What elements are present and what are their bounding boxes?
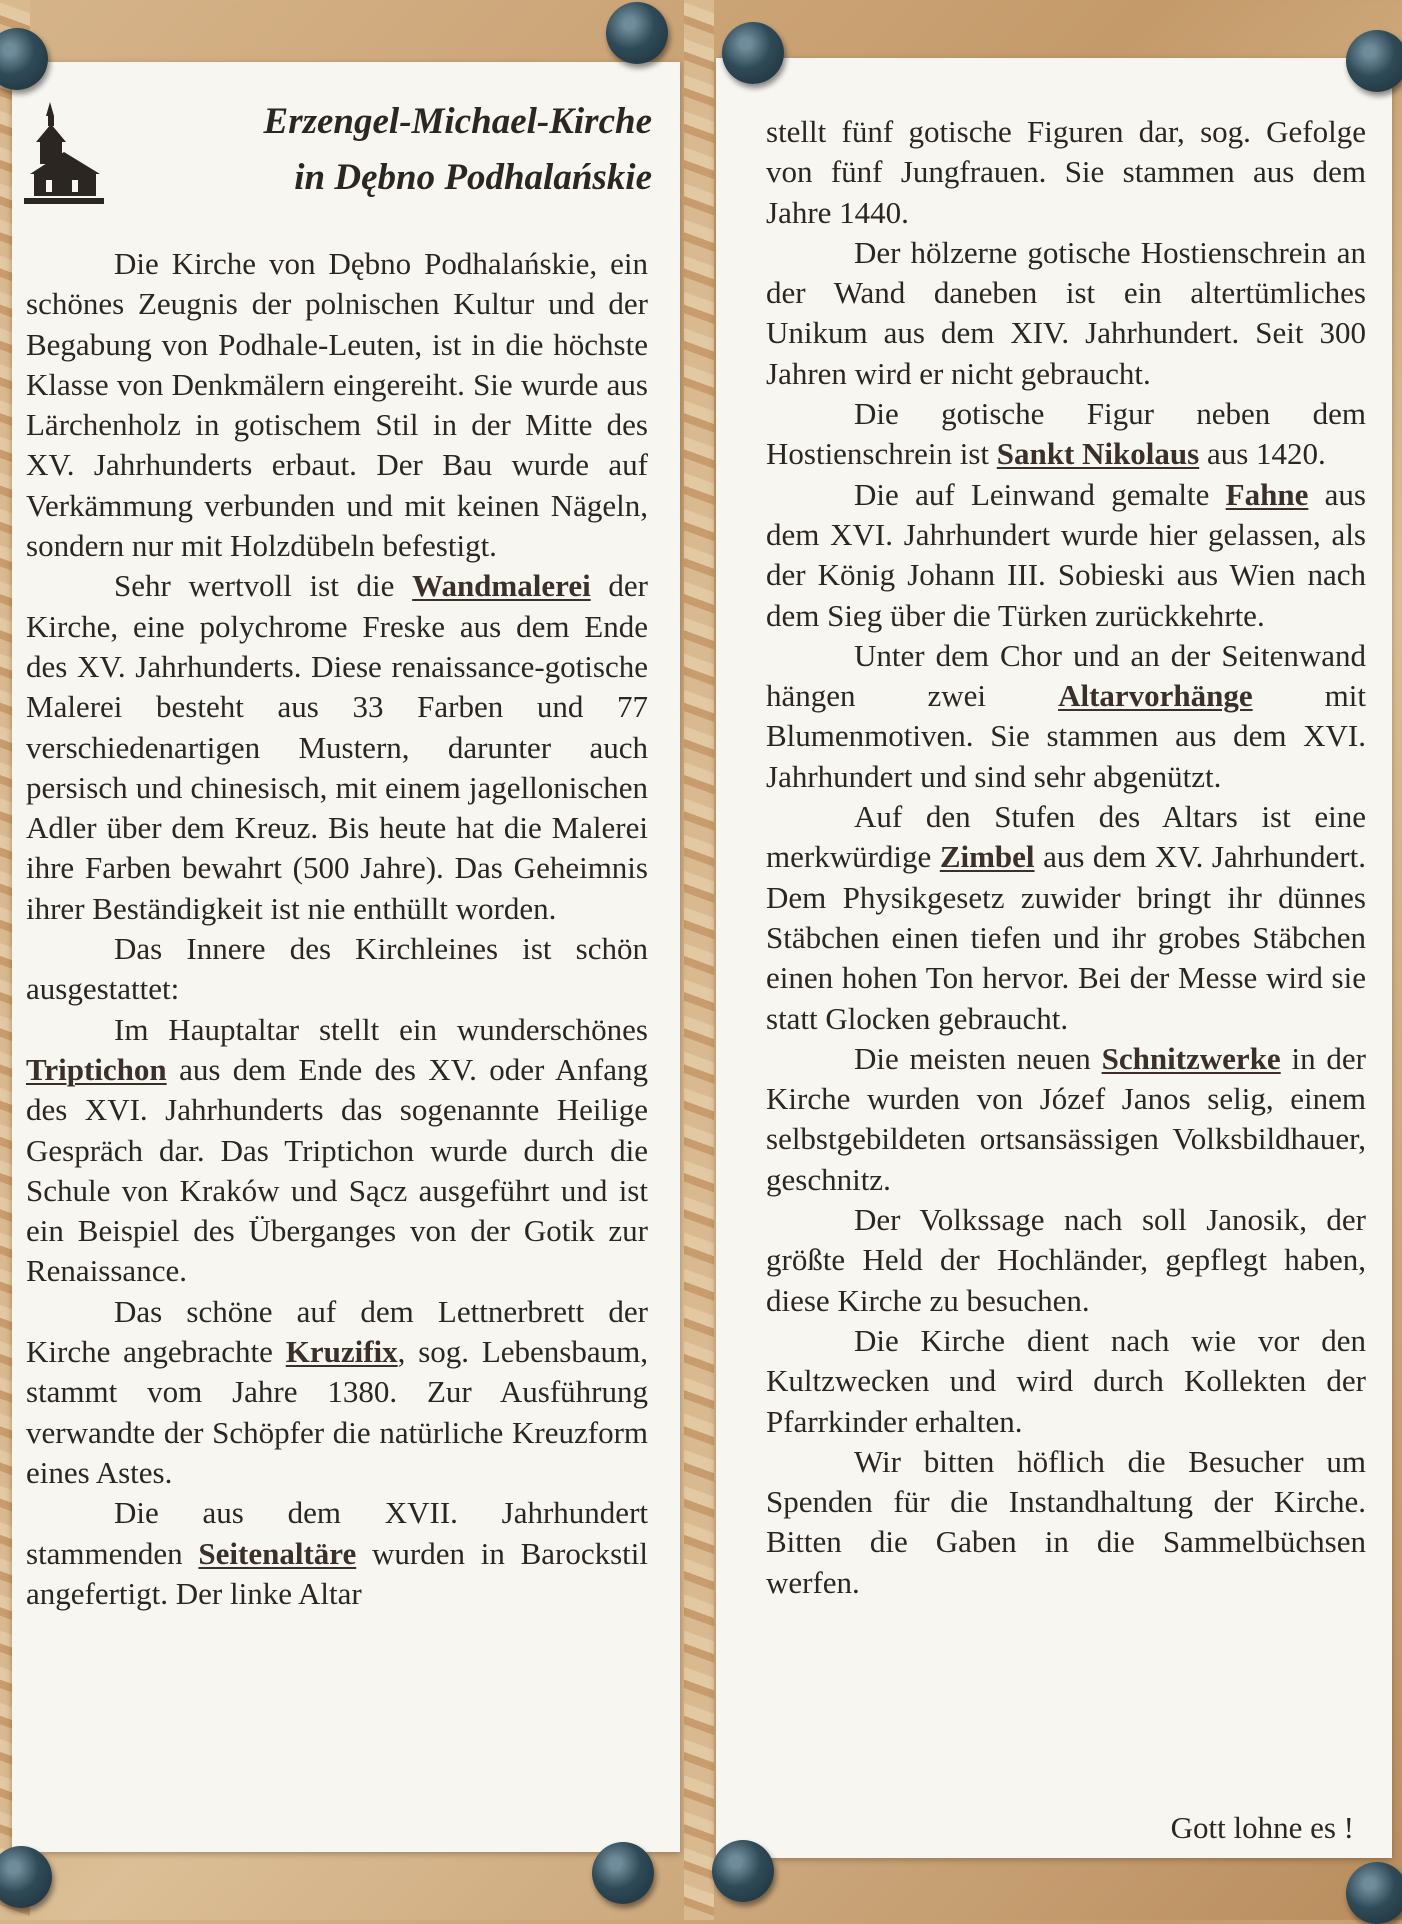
title-line-1: Erzengel-Michael-Kirche [263,101,652,142]
text-run: aus dem XVI. Jahrhundert wurde hier gelassen, als der König Johann III. Sobieski aus Wien nach dem Sieg über die Türken zurückkehrte. [766,476,1366,633]
pushpin-icon [0,1846,52,1908]
text-run: aus dem XV. Jahrhundert. Dem Physikgesetz zuwider bringt ihr dünnes Stäbchen einen tiefen und ihr grobes Stäbchen einen hohen Ton hervor. Bei der Messe wird sie statt Glocken gebraucht. [766,839,1366,1036]
paragraph [26,1292,648,1493]
highlight-term: Fahne [1225,476,1309,512]
paragraph: Wir bitten höflich die Besucher um Spenden für die Instandhaltung der Kirche. Bitten die Gaben in die Sammelbüchsen werfen. [766,1443,1366,1600]
highlight-term: Sankt Nikolaus [996,436,1200,472]
paragraph: stellt fünf gotische Figuren dar, sog. Gefolge von fünf Jungfrauen. Sie stammen aus dem Jahre 1440. [766,114,1366,230]
text-run: wurden in Barockstil angefertigt. Der linke Altar [26,1535,648,1611]
text-run: Unter dem Chor und an der Seitenwand hängen zwei [766,637,1366,714]
page-title [132,94,652,206]
right-text-column [766,112,1366,1603]
paragraph [766,797,1366,1039]
highlight-term: Altarvorhänge [1058,678,1253,714]
pushpin-icon [606,2,668,64]
text-run: Die auf Leinwand gemalte [854,476,1226,512]
text-run: aus 1420. [1199,436,1326,472]
pushpin-icon [1346,1862,1402,1924]
text-run: in der Kirche wurden von Józef Janos selig, einem selbstgebildeten ortsansässigen Volksbildhauer, geschnitz. [766,1040,1366,1197]
paragraph [766,475,1366,636]
highlight-term: Seitenaltäre [198,1535,357,1571]
highlight-term: Triptichon [26,1051,167,1087]
text-run: der Kirche, eine polychrome Freske aus dem Ende des XV. Jahrhunderts. Diese renaissance-gotische Malerei besteht aus 33 Farben und 77 verschiedenartigen Mustern, darunter auch persisch und chinesisch, mit einem jagellonischen Adler über dem Kreuz. Bis heute hat die Malerei ihre Farben bewahrt (500 Jahre). Das Geheimnis ihrer Beständigkeit ist nie enthüllt worden. [26,568,648,926]
text-run: Im Hauptaltar stellt ein wunderschönes [114,1011,648,1047]
title-line-2: in Dębno Podhalańskie [294,157,652,198]
paragraph [766,1039,1366,1200]
paragraph [766,394,1366,475]
text-run: , sog. Lebensbaum, stammt vom Jahre 1380. Zur Ausführung verwandte der Schöpfer die natürliche Kreuzform eines Astes. [26,1334,648,1490]
pushpin-icon [1346,30,1402,92]
pushpin-icon [722,22,784,84]
text-run: Die aus dem XVII. Jahrhundert stammenden [26,1495,648,1571]
text-run: Sehr wertvoll ist die [114,568,413,604]
closing-line: Gott lohne es ! [1170,1810,1354,1845]
highlight-term: Schnitzwerke [1101,1040,1281,1076]
paragraph [26,1493,648,1614]
pushpin-icon [592,1842,654,1904]
cork-board-divider [684,0,714,1920]
notice-sheet-left [12,62,680,1852]
text-run: Das schöne auf dem Lettnerbrett der Kirche angebrachte [26,1293,648,1370]
left-text-column [26,244,648,1614]
paragraph: Die Kirche von Dębno Podhalańskie, ein schönes Zeugnis der polnischen Kultur und der Begabung von Podhale-Leuten, ist in die höchste Klasse von Denkmälern eingereiht. Sie wurde aus Lärchenholz in gotischem Stil in der Mitte des XV. Jahrhunderts erbaut. Der Bau wurde auf Verkämmung verbunden und mit keinen Nägeln, sondern nur mit Holzdübeln befestigt. [26,246,648,564]
paragraph [26,566,648,929]
paragraph: Das Innere des Kirchleines ist schön ausgestattet: [26,931,648,1007]
text-run: Die gotische Figur neben dem Hostienschrein ist [766,396,1366,472]
paragraph: Die Kirche dient nach wie vor den Kultzwecken und wird durch Kollekten der Pfarrkinder erhalten. [766,1322,1366,1439]
paragraph [766,636,1366,797]
notice-sheet-right [716,58,1392,1858]
text-run: Auf den Stufen des Altars ist eine merkwürdige [766,799,1366,875]
paragraph [26,1010,648,1292]
paragraph: Der Volkssage nach soll Janosik, der größte Held der Hochländer, gepflegt haben, diese Kirche zu besuchen. [766,1202,1366,1318]
church-icon [24,102,104,212]
pushpin-icon [712,1840,774,1902]
text-run: mit Blumenmotiven. Sie stammen aus dem XVI. Jahrhundert und sind sehr abgenützt. [766,678,1366,794]
text-run: aus dem Ende des XV. oder Anfang des XVI. Jahrhunderts das sogenannte Heilige Gespräch dar. Das Triptichon wurde durch die Schule von Kraków und Sącz ausgeführt und ist ein Beispiel des Überganges von der Gotik zur Renaissance. [26,1051,648,1289]
highlight-term: Kruzifix [285,1334,398,1370]
text-run: Die meisten neuen [854,1040,1102,1076]
highlight-term: Wandmalerei [412,568,591,604]
highlight-term: Zimbel [939,839,1035,875]
paragraph: Der hölzerne gotische Hostienschrein an der Wand daneben ist ein altertümliches Unikum aus dem XIV. Jahrhundert. Seit 300 Jahren wird er nicht gebraucht. [766,234,1366,391]
